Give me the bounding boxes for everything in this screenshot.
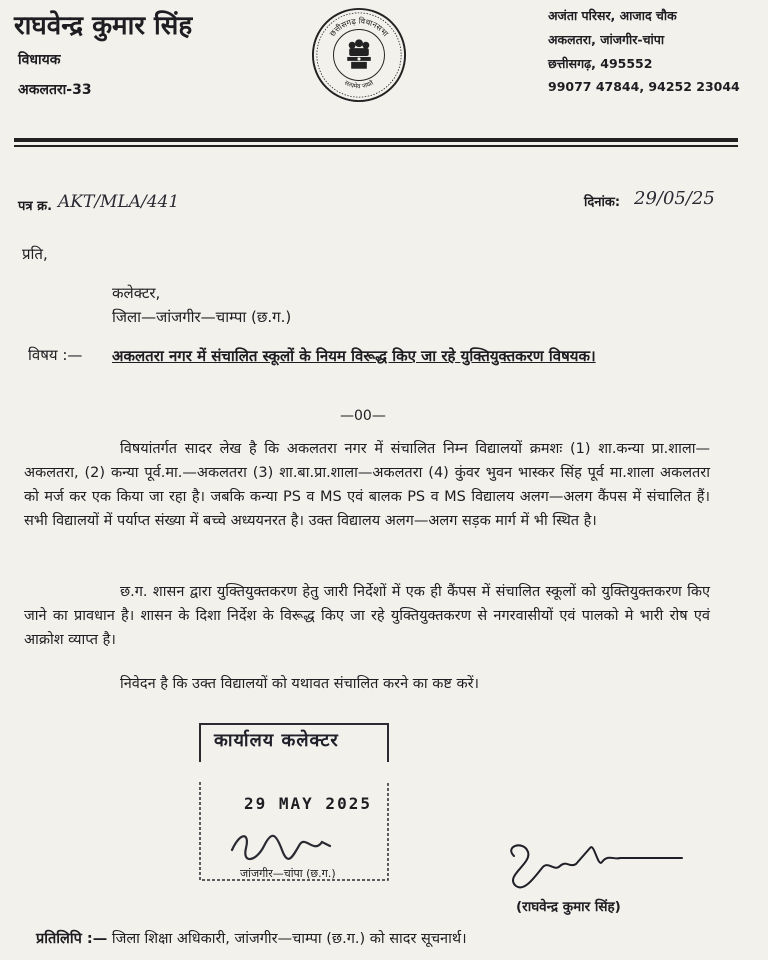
copy-to-label: प्रतिलिपि :— bbox=[36, 931, 108, 947]
copy-to bbox=[36, 928, 467, 948]
reference-number: AKT/MLA/441 bbox=[58, 192, 180, 212]
address-line-1: अजंता परिसर, आजाद चौक bbox=[548, 8, 677, 23]
reference-label: पत्र क्र. bbox=[18, 199, 53, 214]
date-label: दिनांक: bbox=[584, 195, 621, 210]
emblem-top-text: छत्तीसगढ़ विधानसभा bbox=[327, 16, 391, 39]
subject-text: अकलतरा नगर में संचालित स्कूलों के नियम विरूद्ध किए जा रहे युक्तियुक्तकरण विषयक। bbox=[112, 347, 596, 365]
date-value: 29/05/25 bbox=[634, 188, 715, 209]
assembly-emblem-seal bbox=[310, 6, 408, 104]
phone-numbers: 99077 47844, 94252 23044 bbox=[548, 79, 740, 94]
header-rule-thick bbox=[14, 138, 738, 142]
subject-label: विषय :— bbox=[28, 346, 83, 364]
constituency: अकलतरा-33 bbox=[18, 82, 92, 98]
addressee-district: जिला—जांजगीर—चाम्पा (छ.ग.) bbox=[112, 308, 292, 326]
mla-name: राघवेन्द्र कुमार सिंह bbox=[14, 11, 193, 41]
to-label: प्रति, bbox=[22, 245, 48, 263]
stamp-place: जांजगीर—चांपा (छ.ग.) bbox=[240, 867, 336, 880]
body-paragraph-3: निवेदन है कि उक्त विद्यालयों को यथावत संचालित करने का कष्ट करें। bbox=[120, 676, 480, 692]
body-paragraph-2: छ.ग. शासन द्वारा युक्तियुक्तकरण हेतु जारी निर्देशों में एक ही कैंपस में संचालित स्कूलों को युक्तियुक्तकरण किए जाने का प्रावधान है। शासन के दिशा निर्देश के विरूद्ध किए जा रहे युक्तियुक्तकरण से नगरवासीयों एवं पालको मे भारी रोष एवं आक्रोश व्याप्त है। bbox=[24, 584, 710, 648]
stamp-initials-scribble bbox=[226, 828, 336, 868]
stamp-date: 29 MAY 2025 bbox=[244, 794, 372, 813]
signatory-name: (राघवेन्द्र कुमार सिंह) bbox=[516, 899, 621, 915]
copy-to-text: जिला शिक्षा अधिकारी, जांजगीर—चाम्पा (छ.ग.) को सादर सूचनार्थ। bbox=[111, 931, 467, 947]
section-divider: —00— bbox=[340, 408, 386, 424]
emblem-bottom-text: सत्यमेव जयते bbox=[343, 78, 375, 91]
address-line-3: छत्तीसगढ़, 495552 bbox=[548, 56, 653, 71]
designation: विधायक bbox=[18, 52, 61, 68]
body-paragraph-1: विषयांतर्गत सादर लेख है कि अकलतरा नगर में संचालित निम्न विद्यालयों क्रमशः (1) शा.कन्या प्रा.शाला—अकलतरा, (2) कन्या पूर्व.मा.—अकलतरा (3) शा.बा.प्रा.शाला—अकलतरा (4) कुंवर भुवन भास्कर सिंह पूर्व मा.शाला अकलतरा को मर्ज कर एक किया जा रहा है। जबकि कन्या PS व MS एवं बालक PS व MS विद्यालय अलग—अलग कैंपस में संचालित हैं। सभी विद्यालयों में पर्याप्त संख्या में बच्चे अध्ययनरत है। उक्त विद्यालय अलग—अलग सड़क मार्ग में भी स्थित है। bbox=[24, 441, 710, 529]
addressee-title: कलेक्टर, bbox=[112, 284, 161, 302]
header-rule-thin bbox=[14, 145, 738, 147]
stamp-title: कार्यालय कलेक्टर bbox=[214, 730, 339, 751]
mla-signature bbox=[494, 838, 694, 898]
address-line-2: अकलतरा, जांजगीर-चांपा bbox=[548, 32, 665, 47]
